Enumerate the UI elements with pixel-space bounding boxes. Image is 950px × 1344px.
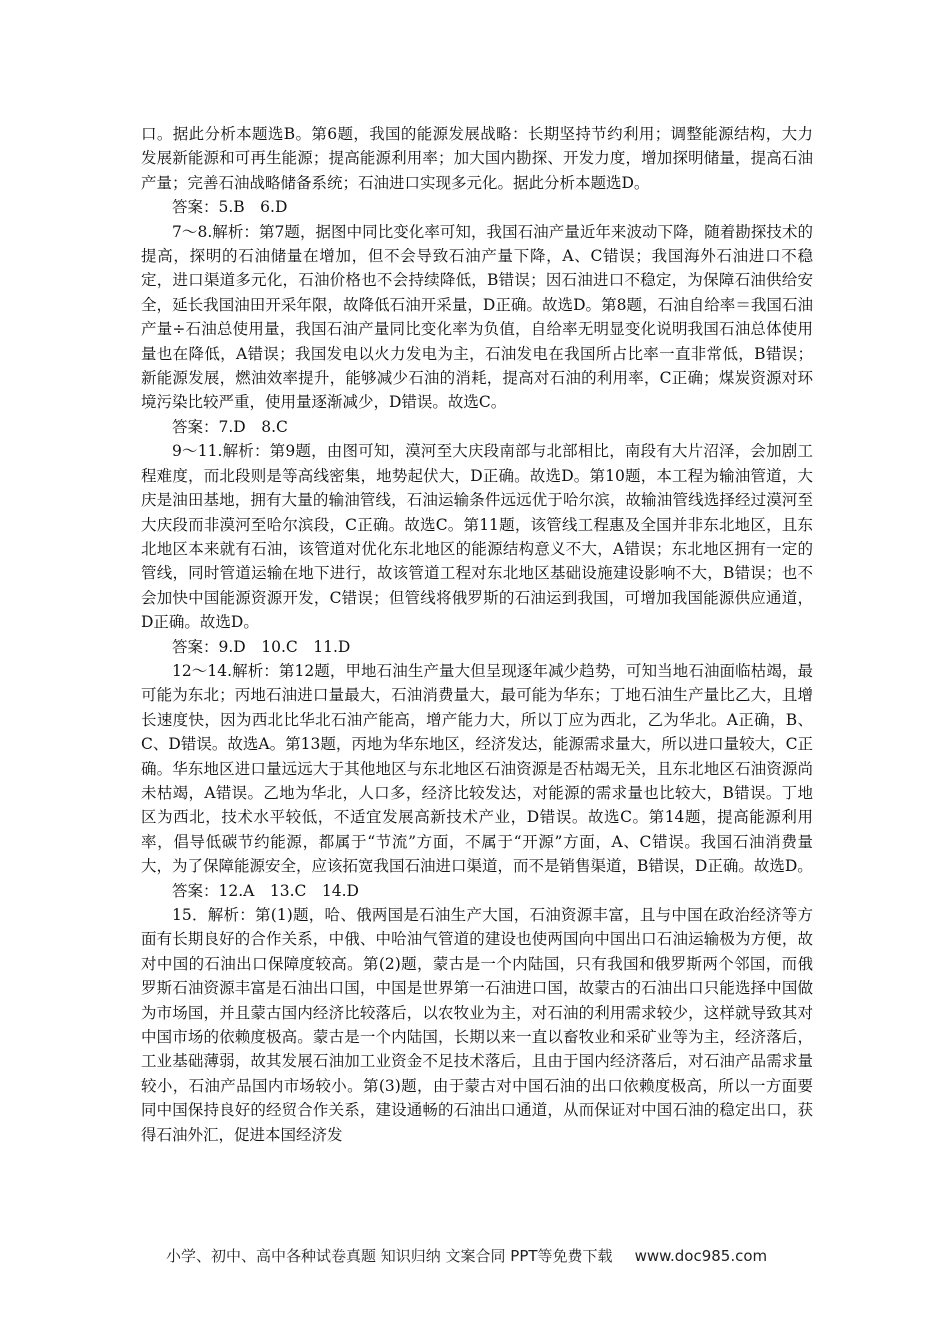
page-footer <box>166 1245 806 1266</box>
answer-line-12-14: 答案：12.A 13.C 14.D <box>172 881 359 900</box>
paragraph-q7-8: 7～8.解析：第7题，据图中同比变化率可知，我国石油产量近年来波动下降，随着勘探技术的提高，探明的石油储量在增加，但不会导致石油产量下降，A、C错误；我国海外石油进口不稳定，进口渠道多元化，石油价格也不会持续降低，B错误；因石油进口不稳定，为保障石油供给安全，延长我国油田开采年限，故降低石油开采量，D正确。故选D。第8题，石油自给率＝我国石油产量÷石油总使用量，我国石油产量同比变化率为负值，自给率无明显变化说明我国石油总体使用量也在降低，A错误；我国发电以火力发电为主，石油发电在我国所占比率一直非常低，B错误；新能源发展，燃油效率提升，能够减少石油的消耗，提高对石油的利用率，C正确；煤炭资源对环境污染比较严重，使用量逐渐减少，D错误。故选C。 <box>141 222 813 412</box>
paragraph-q15: 15．解析：第(1)题，哈、俄两国是石油生产大国，石油资源丰富，且与中国在政治经济等方面有长期良好的合作关系，中俄、中哈油气管道的建设也使两国向中国出口石油运输极为方便，故对中国的石油出口保障度较高。第(2)题，蒙古是一个内陆国，只有我国和俄罗斯两个邻国，而俄罗斯石油资源丰富是石油出口国，中国是世界第一石油进口国，故蒙古的石油出口只能选择中国做为市场国，并且蒙古国内经济比较落后，以农牧业为主，对石油的利用需求较少，这样就导致其对中国市场的依赖度极高。蒙古是一个内陆国，长期以来一直以畜牧业和采矿业等为主，经济落后，工业基础薄弱，故其发展石油加工业资金不足技术落后，且由于国内经济落后，对石油产品需求量较小，石油产品国内市场较小。第(3)题，由于蒙古对中国石油的出口依赖度极高，所以一方面要同中国保持良好的经贸合作关系，建设通畅的石油出口通道，从而保证对中国石油的稳定出口，获得石油外汇，促进本国经济发 <box>141 906 813 1144</box>
answer-explanations <box>141 122 813 1147</box>
answer-line-5-6: 答案：5.B 6.D <box>172 198 288 217</box>
paragraph-q12-14: 12～14.解析：第12题，甲地石油生产量大但呈现逐年减少趋势，可知当地石油面临枯竭，最可能为东北；丙地石油进口量最大，石油消费量大，最可能为华东；丁地石油生产量比乙大，且增长速度快，因为西北比华北石油产能高，增产能力大，所以丁应为西北，乙为华北。A正确，B、C、D错误。故选A。第13题，丙地为华东地区，经济发达，能源需求量大，所以进口量较大，C正确。华东地区进口量远远大于其他地区与东北地区石油资源是否枯竭无关，且东北地区石油资源尚未枯竭，A错误。乙地为华北，人口多，经济比较发达，对能源的需求量也比较大，B错误。丁地区为西北，技术水平较低，不适宜发展高新技术产业，D错误。故选C。第14题，提高能源利用率，倡导低碳节约能源，都属于“节流”方面，不属于“开源”方面，A、C错误。我国石油消费量大，为了保障能源安全，应该拓宽我国石油进口渠道，而不是销售渠道，B错误，D正确。故选D。 <box>141 661 813 876</box>
answer-line-9-11: 答案：9.D 10.C 11.D <box>172 637 351 656</box>
paragraph-q9-11: 9～11.解析：第9题，由图可知，漠河至大庆段南部与北部相比，南段有大片沼泽，会加剧工程难度，而北段则是等高线密集，地势起伏大，D正确。故选D。第10题，本工程为输油管道，大庆是油田基地，拥有大量的输油管线，石油运输条件远远优于哈尔滨，故输油管线选择经过漠河至大庆段而非漠河至哈尔滨段，C正确。故选C。第11题，该管线工程惠及全国并非东北地区，且东北地区本来就有石油，该管道对优化东北地区的能源结构意义不大，A错误；东北地区拥有一定的管线，同时管道运输在地下进行，故该管道工程对东北地区基础设施建设影响不大，B错误；也不会加快中国能源资源开发，C错误；但管线将俄罗斯的石油运到我国，可增加我国能源供应通道，D正确。故选D。 <box>141 442 813 632</box>
answer-line-7-8: 答案：7.D 8.C <box>172 417 288 436</box>
footer-website-link[interactable]: www.doc985.com <box>634 1247 768 1265</box>
paragraph-q5-6-continuation: 口。据此分析本题选B。第6题，我国的能源发展战略：长期坚持节约利用；调整能源结构，大力发展新能源和可再生能源；提高能源利用率；加大国内勘探、开发力度，增加探明储量，提高石油产量；完善石油战略储备系统；石油进口实现多元化。据此分析本题选D。 <box>141 125 813 192</box>
footer-description: 小学、初中、高中各种试卷真题 知识归纳 文案合同 PPT等免费下载 <box>166 1247 613 1265</box>
